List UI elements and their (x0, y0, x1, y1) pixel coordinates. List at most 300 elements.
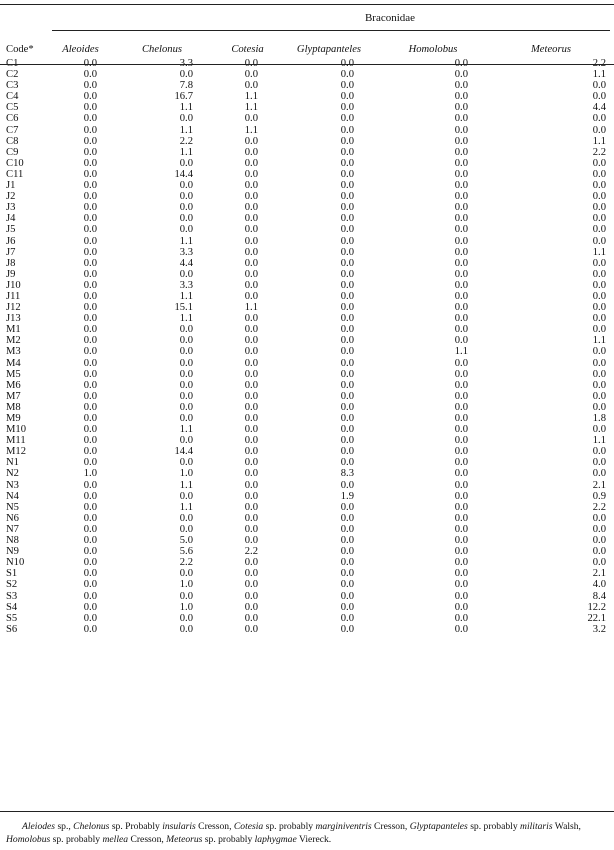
row-code: C3 (6, 80, 19, 92)
cell-value: 0.0 (340, 612, 354, 624)
cell-value: 22.1 (587, 612, 606, 624)
cell-value: 3.3 (179, 279, 193, 291)
row-code: N10 (6, 557, 25, 569)
cell-value: 0.0 (83, 202, 97, 214)
cell-value: 0.0 (592, 290, 606, 302)
cell-value: 0.0 (244, 623, 258, 635)
row-code: C7 (6, 124, 19, 136)
row-code: M2 (6, 335, 21, 347)
cell-value: 0.0 (244, 535, 258, 547)
cell-value: 0.0 (340, 501, 354, 513)
cell-value: 0.0 (244, 390, 258, 402)
row-code: C5 (6, 102, 19, 114)
cell-value: 2.2 (244, 546, 258, 558)
cell-value: 0.0 (340, 424, 354, 436)
table-row (0, 435, 614, 446)
cell-value: 0.0 (179, 224, 193, 236)
cell-value: 0.0 (83, 368, 97, 380)
cell-value: 0.0 (244, 313, 258, 325)
cell-value: 0.0 (83, 168, 97, 180)
cell-value: 0.0 (592, 180, 606, 192)
cell-value: 0.0 (83, 224, 97, 236)
cell-value: 0.0 (340, 313, 354, 325)
cell-value: 0.0 (592, 235, 606, 247)
table-row (0, 324, 614, 335)
row-code: C9 (6, 146, 19, 158)
cell-value: 0.0 (592, 213, 606, 225)
cell-value: 0.0 (244, 601, 258, 613)
row-code: M11 (6, 435, 26, 447)
cell-value: 0.0 (244, 235, 258, 247)
cell-value: 0.0 (340, 69, 354, 81)
cell-value: 0.0 (454, 546, 468, 558)
table-row (0, 502, 614, 513)
cell-value: 0.0 (592, 202, 606, 214)
cell-value: 0.0 (454, 235, 468, 247)
footnote-segment: sp. Probably (109, 821, 163, 832)
cell-value: 0.0 (179, 157, 193, 169)
table-row (0, 457, 614, 468)
row-code: J5 (6, 224, 16, 236)
table-row (0, 80, 614, 91)
table-row (0, 136, 614, 147)
cell-value: 8.3 (340, 468, 354, 480)
table-row (0, 391, 614, 402)
cell-value: 0.0 (454, 168, 468, 180)
cell-value: 0.0 (179, 512, 193, 524)
cell-value: 0.0 (244, 490, 258, 502)
cell-value: 0.0 (83, 501, 97, 513)
cell-value: 0.0 (244, 379, 258, 391)
cell-value: 0.0 (179, 390, 193, 402)
cell-value: 0.0 (244, 246, 258, 258)
cell-value: 0.0 (454, 601, 468, 613)
cell-value: 0.0 (83, 479, 97, 491)
cell-value: 0.0 (454, 413, 468, 424)
cell-value: 4.4 (592, 102, 606, 114)
cell-value: 1.1 (592, 335, 606, 347)
cell-value: 0.0 (244, 557, 258, 569)
cell-value: 0.0 (244, 512, 258, 524)
row-code: M8 (6, 401, 21, 413)
cell-value: 16.7 (174, 91, 193, 103)
cell-value: 1.1 (179, 146, 193, 158)
cell-value: 0.0 (244, 579, 258, 591)
cell-value: 0.0 (340, 235, 354, 247)
cell-value: 0.0 (340, 279, 354, 291)
cell-value: 0.0 (454, 302, 468, 314)
cell-value: 0.0 (244, 180, 258, 192)
cell-value: 0.0 (179, 368, 193, 380)
row-code: J10 (6, 279, 21, 291)
row-code: N7 (6, 523, 19, 535)
cell-value: 0.0 (244, 202, 258, 214)
cell-value: 3.3 (179, 246, 193, 258)
cell-value: 0.0 (244, 501, 258, 513)
cell-value: 0.0 (454, 379, 468, 391)
cell-value: 0.0 (179, 379, 193, 391)
cell-value: 2.1 (592, 479, 606, 491)
footnote-segment: Cresson, (371, 821, 410, 832)
row-code: M5 (6, 368, 21, 380)
cell-value: 0.0 (340, 102, 354, 114)
cell-value: 1.1 (179, 235, 193, 247)
cell-value: 0.0 (454, 390, 468, 402)
row-code: M7 (6, 390, 21, 402)
cell-value: 14.4 (174, 446, 193, 458)
cell-value: 0.0 (340, 202, 354, 214)
cell-value: 0.0 (454, 113, 468, 125)
cell-value: 0.0 (83, 58, 97, 69)
cell-value: 1.1 (179, 102, 193, 114)
cell-value: 0.0 (83, 157, 97, 169)
cell-value: 2.2 (592, 501, 606, 513)
cell-value: 0.0 (454, 557, 468, 569)
footnote-segment: Cotesia (233, 821, 264, 832)
cell-value: 0.0 (244, 80, 258, 92)
cell-value: 0.0 (179, 191, 193, 203)
cell-value: 0.0 (454, 501, 468, 513)
cell-value: 0.0 (340, 257, 354, 269)
cell-value: 0.0 (179, 69, 193, 81)
row-code: N4 (6, 490, 19, 502)
cell-value: 0.0 (83, 390, 97, 402)
cell-value: 0.0 (83, 623, 97, 635)
cell-value: 0.0 (244, 213, 258, 225)
cell-value: 1.1 (244, 91, 258, 103)
row-code: S2 (6, 579, 18, 591)
table-row (0, 346, 614, 357)
cell-value: 0.0 (454, 612, 468, 624)
cell-value: 0.0 (454, 490, 468, 502)
cell-value: 0.0 (179, 202, 193, 214)
cell-value: 0.0 (83, 235, 97, 247)
cell-value: 0.0 (454, 568, 468, 580)
cell-value: 0.0 (340, 457, 354, 469)
table-row (0, 624, 614, 635)
cell-value: 0.0 (244, 590, 258, 602)
row-code: S6 (6, 623, 18, 635)
cell-value: 0.0 (179, 324, 193, 336)
cell-value: 0.0 (244, 435, 258, 447)
cell-value: 0.0 (83, 557, 97, 569)
cell-value: 0.0 (454, 535, 468, 547)
genus-header-homolobus: Homolobus (408, 43, 458, 55)
cell-value: 0.0 (592, 224, 606, 236)
cell-value: 1.1 (179, 124, 193, 136)
row-code: N1 (6, 457, 19, 469)
cell-value: 0.0 (454, 213, 468, 225)
cell-value: 0.0 (340, 446, 354, 458)
cell-value: 0.0 (244, 446, 258, 458)
cell-value: 0.0 (83, 324, 97, 336)
footnote-segment: Aleiodes (22, 821, 56, 832)
cell-value: 15.1 (174, 302, 193, 314)
cell-value: 0.0 (83, 579, 97, 591)
cell-value: 0.0 (454, 58, 468, 69)
cell-value: 0.0 (244, 157, 258, 169)
cell-value: 0.0 (592, 357, 606, 369)
cell-value: 0.0 (592, 512, 606, 524)
table-row (0, 513, 614, 524)
bottom-rule (0, 811, 614, 812)
cell-value: 0.0 (454, 357, 468, 369)
cell-value: 0.0 (592, 535, 606, 547)
cell-value: 0.0 (592, 401, 606, 413)
cell-value: 1.1 (179, 424, 193, 436)
cell-value: 0.0 (592, 191, 606, 203)
cell-value: 0.0 (83, 457, 97, 469)
cell-value: 1.1 (179, 313, 193, 325)
cell-value: 0.0 (83, 424, 97, 436)
cell-value: 0.0 (454, 102, 468, 114)
cell-value: 0.0 (592, 557, 606, 569)
cell-value: 0.0 (179, 413, 193, 424)
cell-value: 0.0 (454, 623, 468, 635)
cell-value: 0.0 (179, 113, 193, 125)
cell-value: 0.0 (179, 457, 193, 469)
cell-value: 0.0 (454, 368, 468, 380)
genus-header-cotesia: Cotesia (231, 43, 264, 55)
table-row (0, 468, 614, 479)
table-body (0, 58, 614, 635)
footnote-segment: Meteorus (166, 834, 203, 845)
cell-value: 1.0 (179, 579, 193, 591)
cell-value: 0.0 (83, 435, 97, 447)
cell-value: 1.1 (592, 69, 606, 81)
cell-value: 0.0 (83, 612, 97, 624)
footnote-segment: Chelonus (73, 821, 110, 832)
row-code: M3 (6, 346, 21, 358)
footnote-segment: Homolobus (6, 834, 51, 845)
cell-value: 0.0 (454, 335, 468, 347)
cell-value: 0.0 (340, 335, 354, 347)
footnote-segment: sp. probably (263, 821, 316, 832)
row-code: J2 (6, 191, 16, 203)
header-row (0, 40, 614, 58)
table-row (0, 335, 614, 346)
cell-value: 0.0 (592, 124, 606, 136)
cell-value: 0.0 (83, 335, 97, 347)
table-row (0, 302, 614, 313)
cell-value: 12.2 (587, 601, 606, 613)
cell-value: 0.0 (340, 224, 354, 236)
row-code: S3 (6, 590, 18, 602)
cell-value: 0.0 (83, 313, 97, 325)
footnote-segment: Walsh, (552, 821, 581, 832)
table-row (0, 125, 614, 136)
cell-value: 1.0 (83, 468, 97, 480)
cell-value: 5.0 (179, 535, 193, 547)
cell-value: 0.0 (179, 523, 193, 535)
cell-value: 2.2 (179, 557, 193, 569)
table-row (0, 369, 614, 380)
cell-value: 0.0 (83, 446, 97, 458)
cell-value: 7.8 (179, 80, 193, 92)
cell-value: 0.0 (454, 124, 468, 136)
cell-value: 2.2 (592, 58, 606, 69)
cell-value: 1.1 (592, 435, 606, 447)
cell-value: 0.0 (244, 413, 258, 424)
cell-value: 0.0 (340, 357, 354, 369)
footnote-segment: militaris (520, 821, 553, 832)
cell-value: 0.0 (83, 246, 97, 258)
row-code: M4 (6, 357, 21, 369)
row-code: N2 (6, 468, 19, 480)
cell-value: 0.0 (83, 268, 97, 280)
cell-value: 0.0 (244, 279, 258, 291)
cell-value: 0.0 (244, 479, 258, 491)
cell-value: 0.0 (454, 224, 468, 236)
table-row (0, 291, 614, 302)
cell-value: 0.0 (592, 313, 606, 325)
cell-value: 0.0 (340, 512, 354, 524)
table-row (0, 491, 614, 502)
footnote-segment: sp. probably (467, 821, 521, 832)
footnote-segment: marginiventris (315, 821, 372, 832)
table-row (0, 568, 614, 579)
cell-value: 0.0 (592, 168, 606, 180)
table-row (0, 69, 614, 80)
cell-value: 0.0 (179, 335, 193, 347)
row-code: S5 (6, 612, 18, 624)
cell-value: 0.0 (454, 69, 468, 81)
cell-value: 0.0 (244, 224, 258, 236)
cell-value: 0.0 (83, 546, 97, 558)
cell-value: 0.0 (340, 80, 354, 92)
cell-value: 0.0 (244, 69, 258, 81)
cell-value: 0.0 (83, 490, 97, 502)
cell-value: 0.0 (83, 568, 97, 580)
cell-value: 0.0 (592, 457, 606, 469)
row-code: N6 (6, 512, 19, 524)
family-header-rule (52, 30, 610, 31)
cell-value: 0.0 (179, 490, 193, 502)
row-code: C1 (6, 58, 19, 69)
cell-value: 0.9 (592, 490, 606, 502)
cell-value: 0.0 (83, 302, 97, 314)
cell-value: 0.0 (340, 479, 354, 491)
cell-value: 2.2 (179, 135, 193, 147)
table-row (0, 402, 614, 413)
footnote-segment: Glyptapanteles (409, 821, 468, 832)
cell-value: 0.0 (454, 457, 468, 469)
table-row (0, 546, 614, 557)
cell-value: 1.8 (592, 413, 606, 424)
cell-value: 0.0 (454, 180, 468, 192)
cell-value: 0.0 (592, 91, 606, 103)
table-row (0, 169, 614, 180)
cell-value: 0.0 (592, 113, 606, 125)
cell-value: 0.0 (454, 91, 468, 103)
cell-value: 0.0 (454, 313, 468, 325)
cell-value: 0.0 (340, 168, 354, 180)
code-header: Code* (6, 43, 34, 55)
row-code: M6 (6, 379, 21, 391)
cell-value: 0.0 (340, 302, 354, 314)
row-code: J13 (6, 313, 21, 325)
row-code: C4 (6, 91, 19, 103)
cell-value: 0.0 (244, 257, 258, 269)
cell-value: 0.0 (592, 390, 606, 402)
table-row (0, 602, 614, 613)
cell-value: 0.0 (83, 124, 97, 136)
cell-value: 0.0 (179, 401, 193, 413)
table-row (0, 213, 614, 224)
table-row (0, 102, 614, 113)
cell-value: 0.0 (592, 80, 606, 92)
cell-value: 0.0 (83, 357, 97, 369)
cell-value: 0.0 (454, 146, 468, 158)
table-row (0, 91, 614, 102)
footnote-segment: sp. probably (202, 834, 255, 845)
cell-value: 0.0 (340, 557, 354, 569)
cell-value: 0.0 (340, 146, 354, 158)
cell-value: 1.1 (454, 346, 468, 358)
cell-value: 0.0 (244, 357, 258, 369)
cell-value: 0.0 (340, 379, 354, 391)
footnote-segment: insularis (162, 821, 196, 832)
table-row (0, 579, 614, 590)
table-row (0, 591, 614, 602)
table-row (0, 258, 614, 269)
cell-value: 0.0 (592, 157, 606, 169)
cell-value: 1.1 (592, 246, 606, 258)
cell-value: 0.0 (454, 324, 468, 336)
cell-value: 0.0 (244, 401, 258, 413)
table-row (0, 202, 614, 213)
table-row (0, 380, 614, 391)
cell-value: 0.0 (179, 357, 193, 369)
cell-value: 0.0 (244, 135, 258, 147)
cell-value: 0.0 (592, 268, 606, 280)
cell-value: 0.0 (592, 424, 606, 436)
cell-value: 0.0 (83, 413, 97, 424)
cell-value: 3.3 (179, 58, 193, 69)
cell-value: 4.4 (179, 257, 193, 269)
cell-value: 0.0 (340, 435, 354, 447)
cell-value: 0.0 (454, 468, 468, 480)
table-row (0, 113, 614, 124)
footnote-segment: Viereck. (296, 834, 332, 845)
table-row (0, 158, 614, 169)
row-code: N9 (6, 546, 19, 558)
table-row (0, 147, 614, 158)
top-rule (0, 4, 614, 5)
cell-value: 0.0 (592, 257, 606, 269)
row-code: S1 (6, 568, 18, 580)
row-code: J6 (6, 235, 16, 247)
cell-value: 0.0 (179, 612, 193, 624)
cell-value: 0.0 (179, 623, 193, 635)
cell-value: 0.0 (340, 590, 354, 602)
cell-value: 0.0 (244, 168, 258, 180)
table-row (0, 269, 614, 280)
cell-value: 0.0 (454, 401, 468, 413)
cell-value: 0.0 (179, 213, 193, 225)
table-row (0, 313, 614, 324)
cell-value: 0.0 (244, 612, 258, 624)
cell-value: 0.0 (244, 324, 258, 336)
cell-value: 5.6 (179, 546, 193, 558)
cell-value: 0.0 (454, 157, 468, 169)
footnote-segment: sp. probably (50, 834, 103, 845)
cell-value: 0.0 (340, 535, 354, 547)
cell-value: 0.0 (179, 568, 193, 580)
row-code: M9 (6, 413, 21, 424)
cell-value: 0.0 (340, 113, 354, 125)
cell-value: 0.0 (340, 213, 354, 225)
